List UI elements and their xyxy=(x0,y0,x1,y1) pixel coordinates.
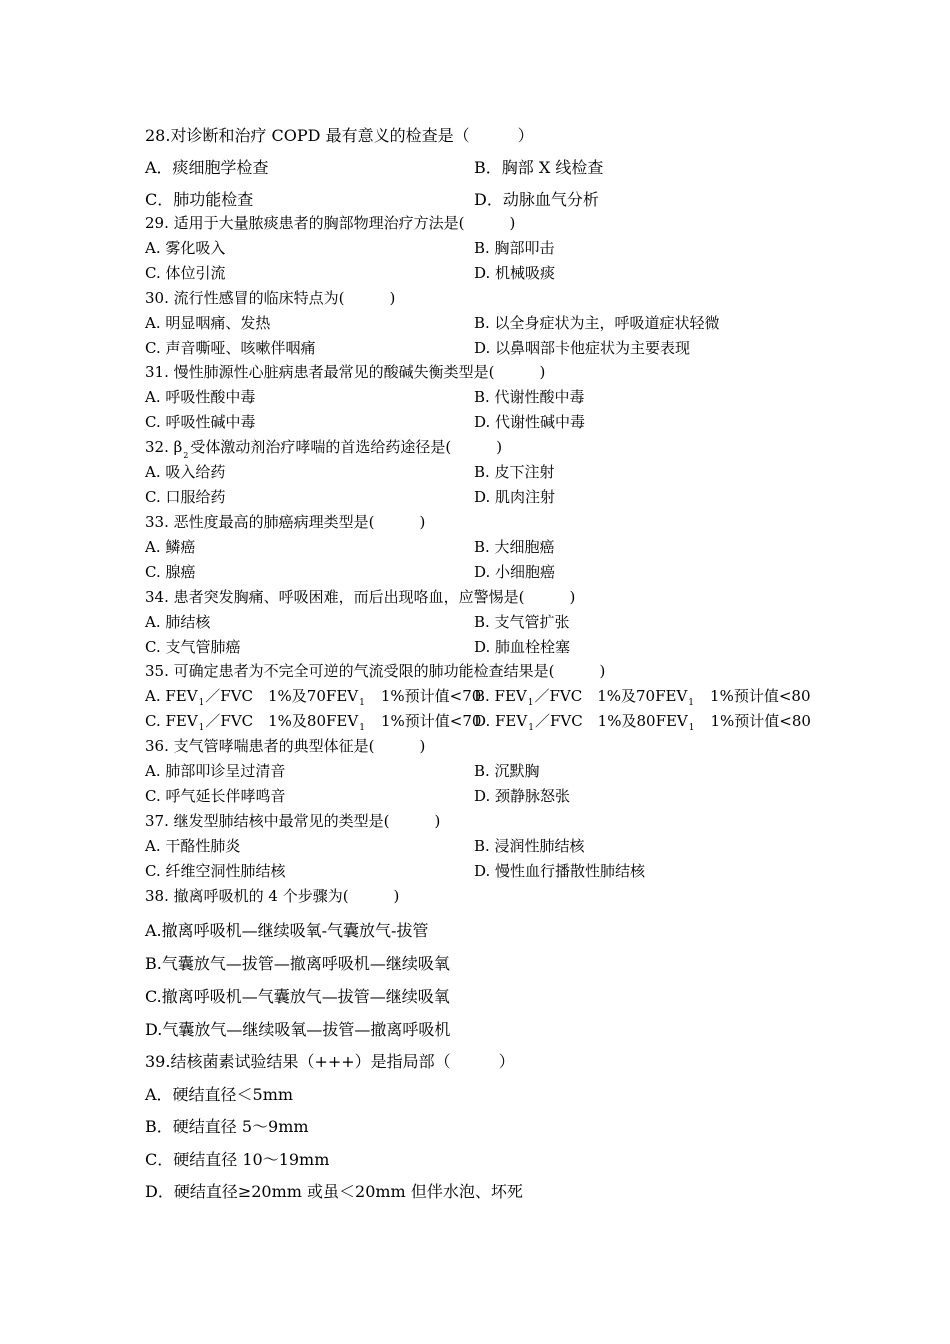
option-a: A. 干酪性肺炎 xyxy=(145,837,241,855)
option-b: B. 大细胞癌 xyxy=(474,538,555,556)
option-d: D. 颈静脉怒张 xyxy=(474,787,571,805)
question-35-options-cd xyxy=(145,711,905,738)
option-d: D. 肌肉注射 xyxy=(474,488,556,506)
question-32-options-ab xyxy=(145,462,905,482)
question-39-option-b: B．硬结直径 5～9mm xyxy=(145,1117,309,1136)
option-b: B. 浸润性肺结核 xyxy=(474,837,585,855)
question-38-stem: 38. 撤离呼吸机的 4 个步骤为( ) xyxy=(145,887,400,905)
option-b: B. $FEV_1/FVC$ 1%及$70FEV_1$ 1%预计值<80 xyxy=(474,687,811,708)
question-35-options-ab xyxy=(145,686,905,713)
option-c: C. $FEV_1/FVC$ 1%及$80FEV_1$ 1%预计值<70 xyxy=(145,712,482,733)
option-d: D. $FEV_1/FVC$ 1%及$80FEV_1$ 1%预计值<80 xyxy=(474,712,811,733)
option-d: D. 代谢性碱中毒 xyxy=(474,413,586,431)
question-33-options-cd xyxy=(145,562,905,582)
question-30-options-ab xyxy=(145,313,905,333)
option-a: A. 明显咽痛、发热 xyxy=(145,314,271,332)
option-c: C. 体位引流 xyxy=(145,264,226,282)
option-b: B．胸部 X 线检查 xyxy=(474,158,604,177)
question-31-options-ab xyxy=(145,387,905,407)
option-b: B. 代谢性酸中毒 xyxy=(474,388,585,406)
option-d: D. 机械吸痰 xyxy=(474,264,556,282)
option-a: A. 肺部叩诊呈过清音 xyxy=(145,762,286,780)
option-b: B. 以全身症状为主，呼吸道症状轻微 xyxy=(474,314,720,332)
question-30-options-cd xyxy=(145,338,905,358)
option-c: C. 呼气延长伴哮鸣音 xyxy=(145,787,286,805)
option-c: C. 呼吸性碱中毒 xyxy=(145,413,256,431)
option-a: A．痰细胞学检查 xyxy=(145,158,269,177)
option-a: A. 雾化吸入 xyxy=(145,239,226,257)
question-38-option-d: D.气囊放气—继续吸氧—拔管—撤离呼吸机 xyxy=(145,1020,451,1039)
question-38-option-c: C.撤离呼吸机—气囊放气—拔管—继续吸氧 xyxy=(145,987,450,1006)
question-37-options-ab xyxy=(145,836,905,856)
question-34-options-cd xyxy=(145,637,905,657)
question-31-stem: 31. 慢性肺源性心脏病患者最常见的酸碱失衡类型是( ) xyxy=(145,363,546,381)
question-32-options-cd xyxy=(145,487,905,507)
question-35-stem: 35. 可确定患者为不完全可逆的气流受限的肺功能检查结果是( ) xyxy=(145,662,606,680)
option-c: C. 纤维空洞性肺结核 xyxy=(145,862,286,880)
option-b: B. 支气管扩张 xyxy=(474,613,570,631)
option-b: B. 胸部叩击 xyxy=(474,239,555,257)
option-b: B. 皮下注射 xyxy=(474,463,555,481)
beta-subscript: 2 xyxy=(183,451,189,460)
question-28-options-ab xyxy=(145,158,905,178)
question-38-option-b: B.气囊放气—拔管—撤离呼吸机—继续吸氧 xyxy=(145,954,450,973)
option-c: C．肺功能检查 xyxy=(145,190,254,209)
option-a: A. $FEV_1/FVC$ 1%及$70FEV_1$ 1%预计值<70 xyxy=(145,687,482,708)
question-36-options-cd xyxy=(145,786,905,806)
question-39-option-d: D．硬结直径≥20mm 或虽＜20mm 但伴水泡、坏死 xyxy=(145,1182,523,1201)
question-36-options-ab xyxy=(145,761,905,781)
question-28-options-cd xyxy=(145,190,905,210)
option-a: A. 吸入给药 xyxy=(145,463,226,481)
option-b: B. 沉默胸 xyxy=(474,762,540,780)
question-32-stem: 32. $\beta_2$ 受体激动剂治疗哮喘的首选给药途径是( ) xyxy=(145,438,503,460)
option-a: A. 呼吸性酸中毒 xyxy=(145,388,256,406)
question-33-options-ab xyxy=(145,537,905,557)
question-34-options-ab xyxy=(145,612,905,632)
question-39-stem: 39.结核菌素试验结果（+++）是指局部（ ） xyxy=(145,1052,515,1071)
question-31-options-cd xyxy=(145,412,905,432)
option-c: C. 支气管肺癌 xyxy=(145,638,241,656)
option-c: C. 口服给药 xyxy=(145,488,226,506)
question-29-stem: 29. 适用于大量脓痰患者的胸部物理治疗方法是( ) xyxy=(145,214,516,232)
option-d: D. 肺血栓栓塞 xyxy=(474,638,571,656)
question-33-stem: 33. 恶性度最高的肺癌病理类型是( ) xyxy=(145,513,426,531)
option-a: A. 肺结核 xyxy=(145,613,211,631)
option-d: D．动脉血气分析 xyxy=(474,190,599,209)
option-c: C. 腺癌 xyxy=(145,563,196,581)
question-37-options-cd xyxy=(145,861,905,881)
question-39-option-c: C．硬结直径 10～19mm xyxy=(145,1150,330,1169)
question-36-stem: 36. 支气管哮喘患者的典型体征是( ) xyxy=(145,737,426,755)
question-37-stem: 37. 继发型肺结核中最常见的类型是( ) xyxy=(145,812,441,830)
question-39-option-a: A．硬结直径＜5mm xyxy=(145,1085,294,1104)
option-d: D. 小细胞癌 xyxy=(474,563,556,581)
option-c: C. 声音嘶哑、咳嗽伴咽痛 xyxy=(145,339,316,357)
question-34-stem: 34. 患者突发胸痛、呼吸困难，而后出现咯血，应警惕是( ) xyxy=(145,588,576,606)
option-d: D. 慢性血行播散性肺结核 xyxy=(474,862,646,880)
question-38-option-a: A.撤离呼吸机—继续吸氧-气囊放气-拔管 xyxy=(145,921,429,940)
option-a: A. 鳞癌 xyxy=(145,538,196,556)
question-29-options-ab xyxy=(145,238,905,258)
question-30-stem: 30. 流行性感冒的临床特点为( ) xyxy=(145,289,396,307)
question-29-options-cd xyxy=(145,263,905,283)
question-28-stem: 28.对诊断和治疗 COPD 最有意义的检查是（ ） xyxy=(145,126,534,145)
option-d: D. 以鼻咽部卡他症状为主要表现 xyxy=(474,339,691,357)
